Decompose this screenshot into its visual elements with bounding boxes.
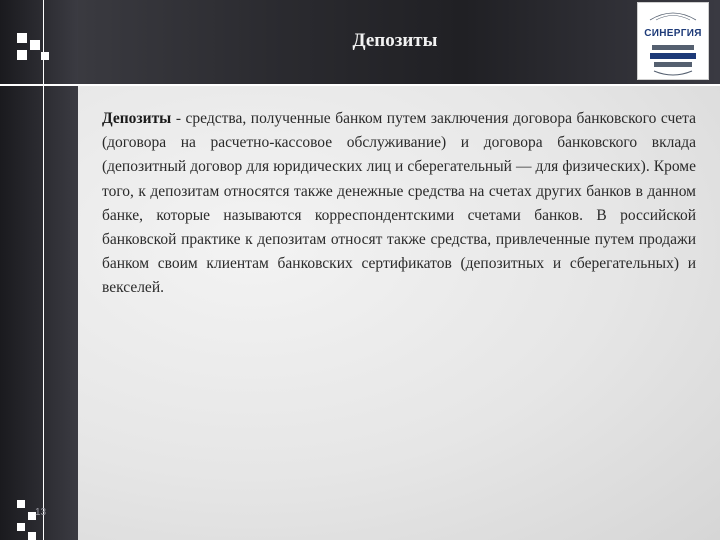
sidebar-divider-line	[43, 0, 44, 540]
logo-seal-top-icon	[644, 8, 702, 22]
synergy-logo	[637, 2, 709, 80]
logo-brand-text: СИНЕРГИЯ	[644, 28, 702, 39]
header-divider-line	[0, 84, 720, 86]
logo-seal-bottom-icon	[646, 43, 700, 77]
sidebar-band	[0, 0, 78, 540]
decor-square	[41, 52, 49, 60]
term-bold: Депозиты	[102, 110, 172, 127]
decor-square	[17, 33, 27, 43]
slide-title: Депозиты	[352, 30, 438, 51]
body-paragraph	[102, 107, 696, 301]
definition-text: - средства, полученные банком путем заключения договора банковского счета (договора на расчетно-кассовое обслуживание) и договора банковского вклада (депозитный договор для юридических лиц и сберегательный — для физических). Кроме того, к депозитам относятся также денежные средства на счетах других банков в данном банке, которые называются корреспондентскими счетами банков. В российской банковской практике к депозитам относят также средства, привлеченные путем продажи банком своим клиентам банковских сертификатов (депозитных и сберегательных) и векселей.	[102, 110, 696, 297]
decor-square	[28, 532, 36, 540]
decor-square	[30, 40, 40, 50]
decor-square	[17, 50, 27, 60]
page-number: 13	[35, 507, 47, 518]
decor-square	[17, 500, 25, 508]
decor-square	[17, 523, 25, 531]
